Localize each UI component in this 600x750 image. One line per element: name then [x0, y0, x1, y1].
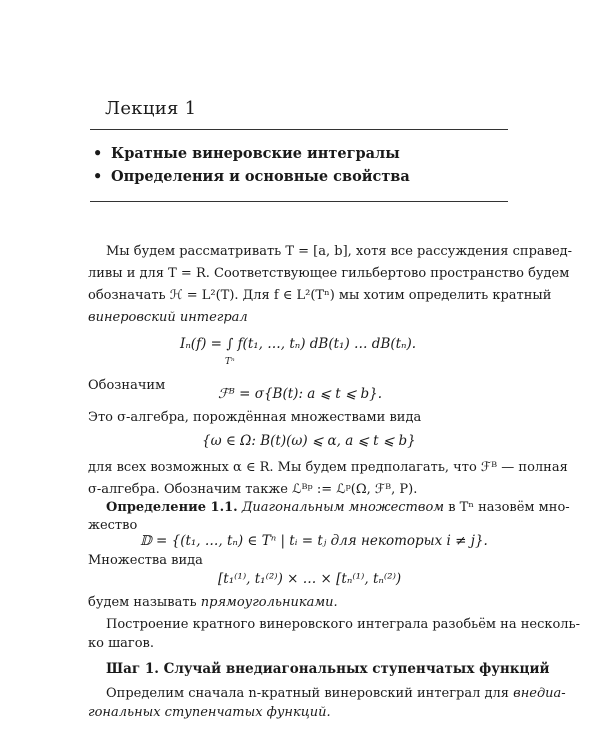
para1-line1: Мы будем рассматривать T = [a, b], хотя все рассуждения справед-: [106, 244, 573, 259]
formula-rectangles: [t₁⁽¹⁾, t₁⁽²⁾) × … × [tₙ⁽¹⁾, tₙ⁽²⁾): [218, 571, 402, 587]
lecture-title: Лекция 1: [105, 98, 197, 119]
final-line2: гональных ступенчатых функций.: [88, 705, 331, 720]
sets-line: [88, 595, 338, 610]
sets-line-pre: будем называть: [88, 595, 197, 610]
formula-integral-lhs: Iₙ(f) = ∫: [180, 336, 234, 352]
para1-line2: ливы и для T = R. Соответствующее гильбертово пространство будем: [88, 266, 570, 281]
sets-term: прямоугольниками.: [200, 595, 338, 610]
sigma-line2: для всех возможных α ∈ R. Мы будем предполагать, что ℱᴮ — полная: [88, 460, 568, 475]
topic-label: Определения и основные свойства: [111, 168, 410, 185]
bottom-divider: [90, 201, 508, 202]
formula-diagonal-set: 𝔻 = {(t₁, …, tₙ) ∈ Tⁿ | tᵢ = tⱼ для некоторых i ≠ j}.: [140, 533, 488, 549]
formula-sigma-algebra: ℱᴮ = σ{B(t): a ⩽ t ⩽ b}.: [218, 386, 383, 402]
sigma-line3: σ-алгебра. Обозначим также ℒᴮᵖ := ℒᵖ(Ω, ℱᴮ, P).: [88, 482, 418, 497]
para1-line3: обозначать ℋ = L²(T). Для f ∈ L²(Tⁿ) мы хотим определить кратный: [88, 288, 552, 303]
bullet-icon: •: [93, 168, 103, 185]
definition-line2: жество: [88, 518, 138, 533]
formula-integral-rhs: f(t₁, …, tₙ) dB(t₁) … dB(tₙ).: [237, 336, 417, 352]
definition-rest: в Tⁿ назовём мно-: [448, 500, 570, 515]
bullet-icon: •: [93, 145, 103, 162]
para1-line4: винеровский интеграл: [88, 310, 248, 325]
topic-item: [93, 168, 410, 185]
integral-domain: Tⁿ: [225, 357, 235, 367]
final-line1: [106, 686, 566, 701]
definition-term: Диагональным множеством: [241, 500, 445, 515]
step1-heading: Шаг 1. Случай внедиагональных ступенчатых функций: [106, 661, 550, 677]
final-line1-pre: Определим сначала n-кратный винеровский интеграл для: [106, 686, 509, 701]
sigma-line: Это σ-алгебра, порождённая множествами вида: [88, 410, 422, 425]
definition-line1: [106, 500, 570, 515]
formula-integral: [180, 336, 416, 352]
construction-line1: Построение кратного винеровского интеграла разобьём на несколь-: [106, 617, 581, 632]
construction-line2: ко шагов.: [88, 636, 155, 651]
top-divider: [90, 129, 508, 130]
definition-label: Определение 1.1.: [106, 500, 238, 515]
sets-label: Множества вида: [88, 553, 203, 568]
final-line1-term: внедиа-: [513, 686, 566, 701]
formula-generating-sets: {ω ∈ Ω: B(t)(ω) ⩽ α, a ⩽ t ⩽ b}: [202, 433, 416, 449]
topic-item: [93, 145, 400, 162]
denote-label: Обозначим: [88, 378, 166, 393]
topic-label: Кратные винеровские интегралы: [111, 145, 400, 162]
